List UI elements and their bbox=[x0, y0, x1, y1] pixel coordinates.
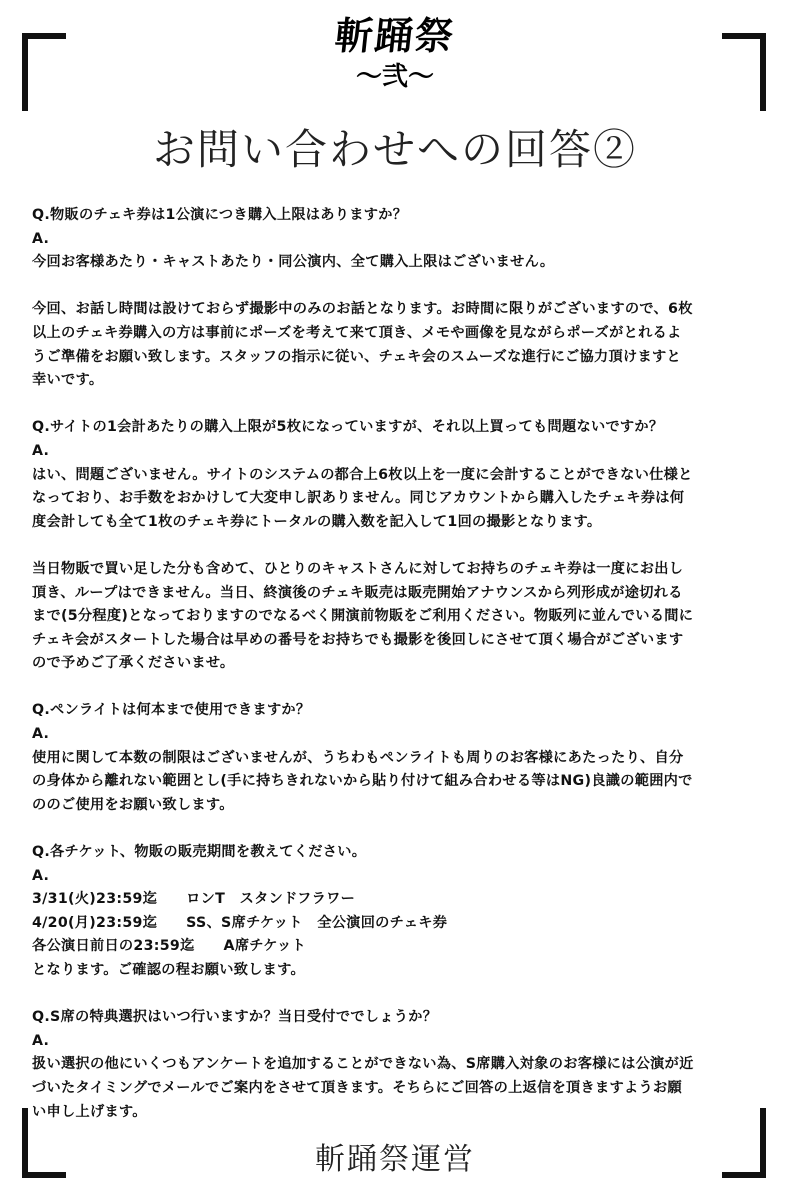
organizer-signature: 斬踊祭運営 bbox=[315, 1142, 475, 1177]
question: Q.サイトの1会計あたりの購入上限が5枚になっていますが、それ以上買っても問題ないですか？ bbox=[32, 419, 664, 436]
faq-item-s-seat-bonus bbox=[32, 1006, 758, 1124]
note-text: 幸いです。 bbox=[32, 372, 104, 389]
answer-label: A. bbox=[32, 442, 50, 459]
faq-item-site-limit bbox=[32, 416, 758, 676]
question: Q.物販のチェキ券は1公演につき購入上限はありますか？ bbox=[32, 207, 408, 223]
answer-text: となります。ご確認の程お願い致します。 bbox=[32, 962, 305, 978]
question: Q.各チケット、物販の販売期間を教えてください。 bbox=[32, 844, 367, 861]
note-text: 頂き、ループはできません。当日、終演後のチェキ販売は販売開始アナウンスから列形成が途切れる bbox=[32, 584, 683, 601]
answer-label: A. bbox=[32, 230, 50, 247]
answer-text: の身体から離れない範囲とし(手に持ちきれないから貼り付けて組み合わせる等はNG)良識の範囲内で bbox=[32, 773, 693, 790]
schedule-row: 各公演日前日の23:59迄 A席チケット bbox=[32, 938, 306, 955]
answer-text: 使用に関して本数の制限はございませんが、うちわもペンライトも周りのお客様にあたったり、自分 bbox=[32, 749, 684, 766]
logo-sub-text: 〜弐〜 bbox=[355, 62, 434, 92]
answer-text: 度会計しても全て1枚のチェキ券にトータルの購入数を記入して1回の撮影となります。 bbox=[32, 513, 602, 530]
note-text: 当日物販で買い足した分も含めて、ひとりのキャストさんに対してお持ちのチェキ券は一度にお出し bbox=[32, 560, 684, 577]
schedule-row: 3/31(火)23:59迄 ロンT スタンドフラワー bbox=[32, 891, 356, 908]
note-text: ので予めご了承くださいませ。 bbox=[32, 655, 235, 672]
note-text: チェキ会がスタートした場合は早めの番号をお持ちでも撮影を後回しにさせて頂く場合がございます bbox=[32, 631, 684, 648]
answer-text: ののご使用をお願い致します。 bbox=[32, 796, 234, 813]
note-text: うご準備をお願い致します。スタッフの指示に従い、チェキ会のスムーズな進行にご協力頂けますと bbox=[32, 348, 681, 365]
answer-label: A. bbox=[32, 1032, 50, 1049]
answer-text: 今回お客様あたり・キャストあたり・同公演内、全て購入上限はございません。 bbox=[32, 254, 555, 271]
answer-label: A. bbox=[32, 726, 50, 743]
answer-text: 扱い選択の他にいくつもアンケートを追加することができない為、S席購入対象のお客様には公演が近 bbox=[32, 1056, 694, 1073]
answer-text: づいたタイミングでメールでご案内をさせて頂きます。そちらにご回答の上返信を頂きますようお願 bbox=[32, 1079, 682, 1096]
page-title: お問い合わせへの回答② bbox=[152, 125, 637, 174]
answer-text: はい、問題ございません。サイトのシステムの都合上6枚以上を一度に会計することができない仕様と bbox=[32, 466, 693, 483]
faq-item-sales-period bbox=[32, 841, 758, 983]
note-text: まで(5分程度)となっておりますのでなるべく開演前物販をご利用ください。物販列に並んでいる間に bbox=[32, 608, 694, 625]
note-text: 以上のチェキ券購入の方は事前にポーズを考えて来て頂き、メモや画像を見ながらポーズがとれるよ bbox=[32, 324, 682, 341]
faq-item-penlight bbox=[32, 699, 758, 817]
answer-text: なっており、お手数をおかけして大変申し訳ありません。同じアカウントから購入したチェキ券は何 bbox=[32, 490, 685, 507]
schedule-row: 4/20(月)23:59迄 SS、S席チケット 全公演回のチェキ券 bbox=[32, 914, 448, 931]
logo-main-text: 斬踊祭 bbox=[332, 13, 458, 58]
faq-item-cheki-limit bbox=[32, 204, 758, 393]
question: Q.S席の特典選択はいつ行いますか？当日受付ででしょうか？ bbox=[32, 1009, 438, 1026]
question: Q.ペンライトは何本まで使用できますか？ bbox=[32, 702, 311, 719]
note-text: 今回、お話し時間は設けておらず撮影中のみのお話となります。お時間に限りがございますので、6枚 bbox=[32, 301, 693, 318]
faq-content bbox=[32, 204, 758, 1124]
event-logo bbox=[0, 14, 790, 92]
answer-label: A. bbox=[32, 867, 50, 884]
answer-text: い申し上げます。 bbox=[32, 1103, 147, 1120]
